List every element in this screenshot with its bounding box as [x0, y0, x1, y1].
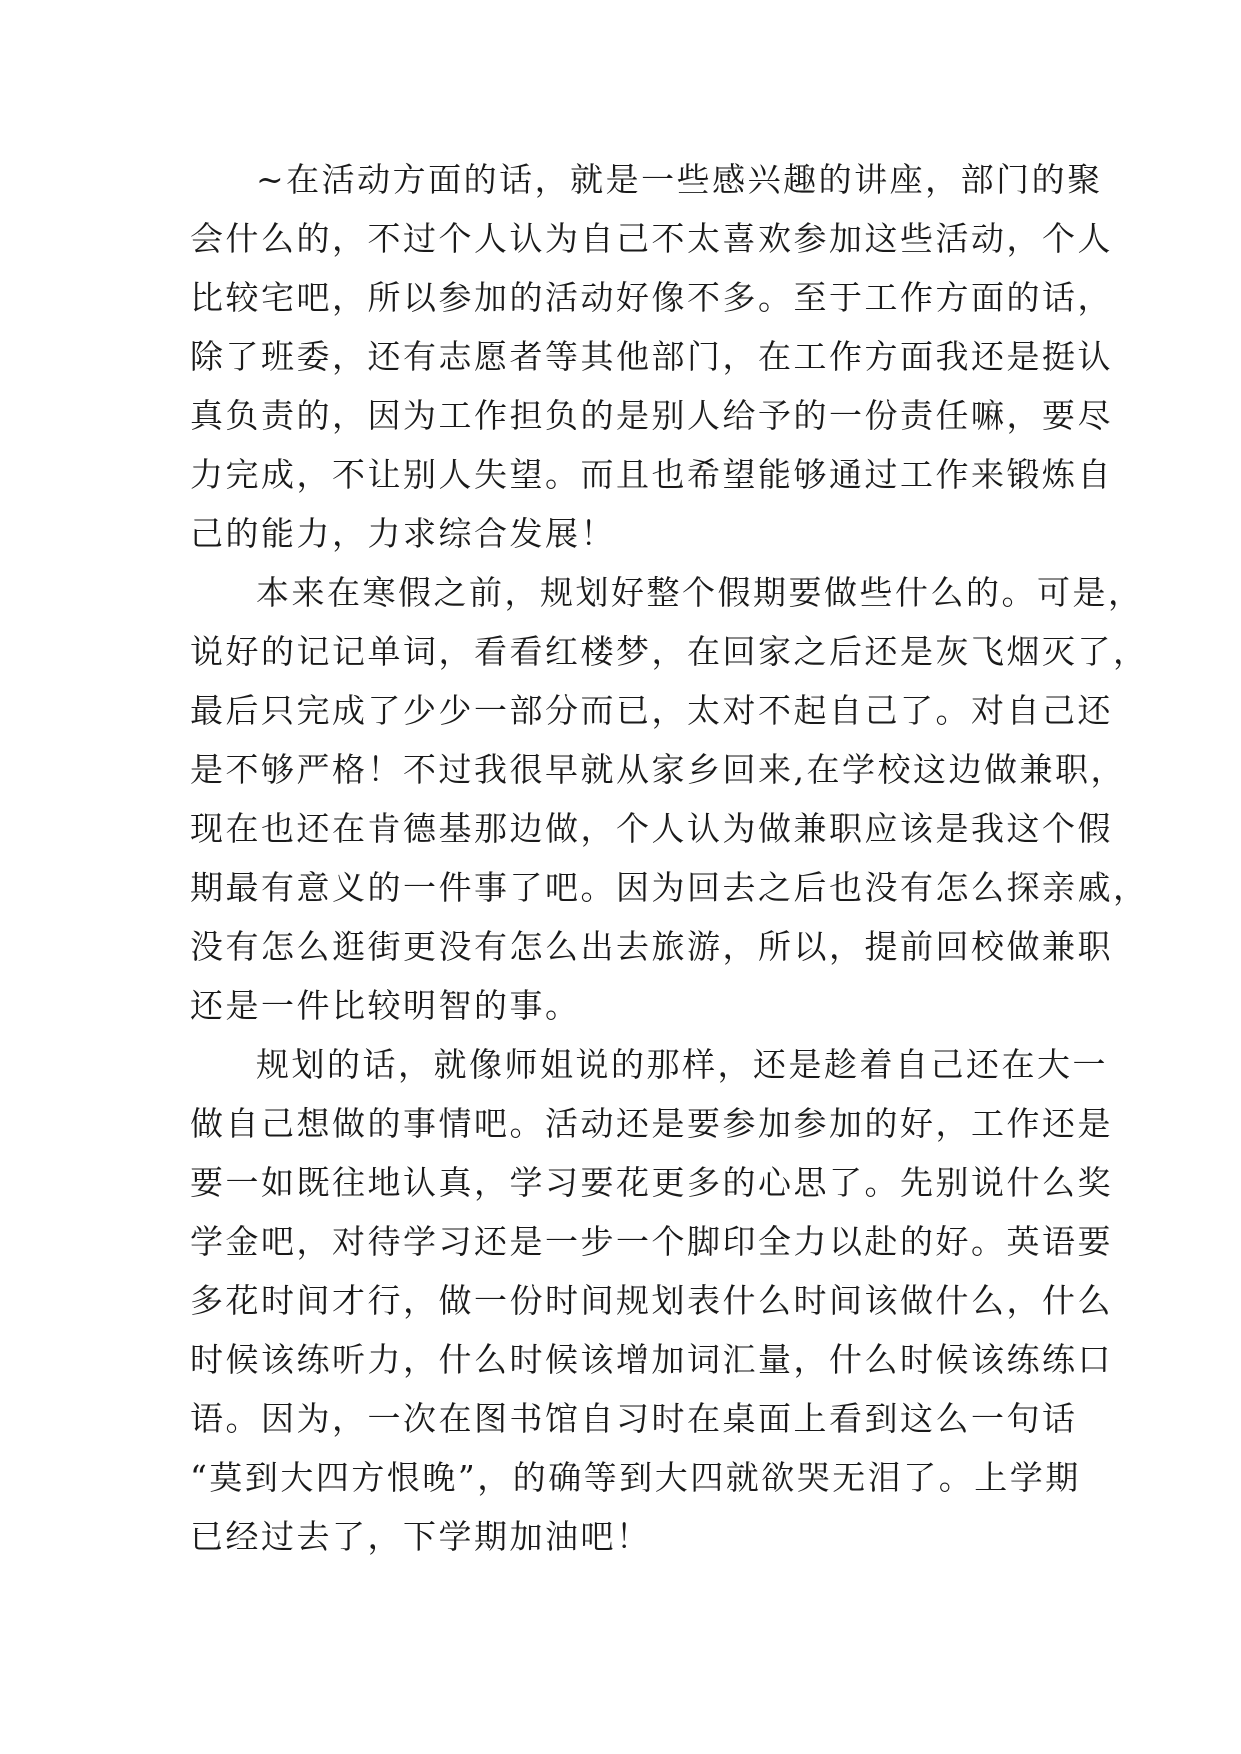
- paragraph-2: [190, 563, 1149, 1035]
- text-line: 没有怎么逛街更没有怎么出去旅游，所以，提前回校做兼职: [190, 927, 1113, 966]
- text-line: 要一如既往地认真，学习要花更多的心思了。先别说什么奖: [190, 1163, 1113, 1202]
- text-line: 规划的话，就像师姐说的那样，还是趁着自己还在大一: [256, 1045, 1108, 1084]
- text-line: 是不够严格！不过我很早就从家乡回来,在学校这边做兼职，: [190, 750, 1126, 789]
- text-line: 会什么的，不过个人认为自己不太喜欢参加这些活动，个人: [190, 219, 1113, 258]
- text-line: 力完成，不让别人失望。而且也希望能够通过工作来锻炼自: [190, 455, 1113, 494]
- text-line: 说好的记记单词，看看红楼梦，在回家之后还是灰飞烟灭了，: [190, 632, 1149, 671]
- text-line: 真负责的，因为工作担负的是别人给予的一份责任嘛，要尽: [190, 396, 1113, 435]
- text-line: 时候该练听力，什么时候该增加词汇量，什么时候该练练口: [190, 1340, 1113, 1379]
- text-line: 已经过去了，下学期加油吧！: [190, 1517, 652, 1556]
- text-line: 除了班委，还有志愿者等其他部门，在工作方面我还是挺认: [190, 337, 1113, 376]
- text-line: 最后只完成了少少一部分而已，太对不起自己了。对自己还: [190, 691, 1113, 730]
- text-line: 期最有意义的一件事了吧。因为回去之后也没有怎么探亲戚，: [190, 868, 1149, 907]
- text-line: 本来在寒假之前，规划好整个假期要做些什么的。可是，: [256, 573, 1144, 612]
- text-line: “莫到大四方恨晚”，的确等到大四就欲哭无泪了。上学期: [190, 1458, 1081, 1497]
- text-line: 学金吧，对待学习还是一步一个脚印全力以赴的好。英语要: [190, 1222, 1113, 1261]
- paragraph-3: [190, 1035, 1113, 1566]
- text-line: 多花时间才行，做一份时间规划表什么时间该做什么，什么: [190, 1281, 1113, 1320]
- text-line: 现在也还在肯德基那边做，个人认为做兼职应该是我这个假: [190, 809, 1113, 848]
- text-line: 还是一件比较明智的事。: [190, 986, 581, 1025]
- document-body: [190, 150, 1149, 1566]
- text-line: 比较宅吧，所以参加的活动好像不多。至于工作方面的话，: [190, 278, 1113, 317]
- paragraph-1: [190, 150, 1113, 563]
- text-line: 己的能力，力求综合发展！: [190, 514, 616, 553]
- text-line: 做自己想做的事情吧。活动还是要参加参加的好，工作还是: [190, 1104, 1113, 1143]
- text-line: 语。因为，一次在图书馆自习时在桌面上看到这么一句话: [190, 1399, 1078, 1438]
- text-line: ~在活动方面的话，就是一些感兴趣的讲座，部门的聚: [256, 160, 1103, 199]
